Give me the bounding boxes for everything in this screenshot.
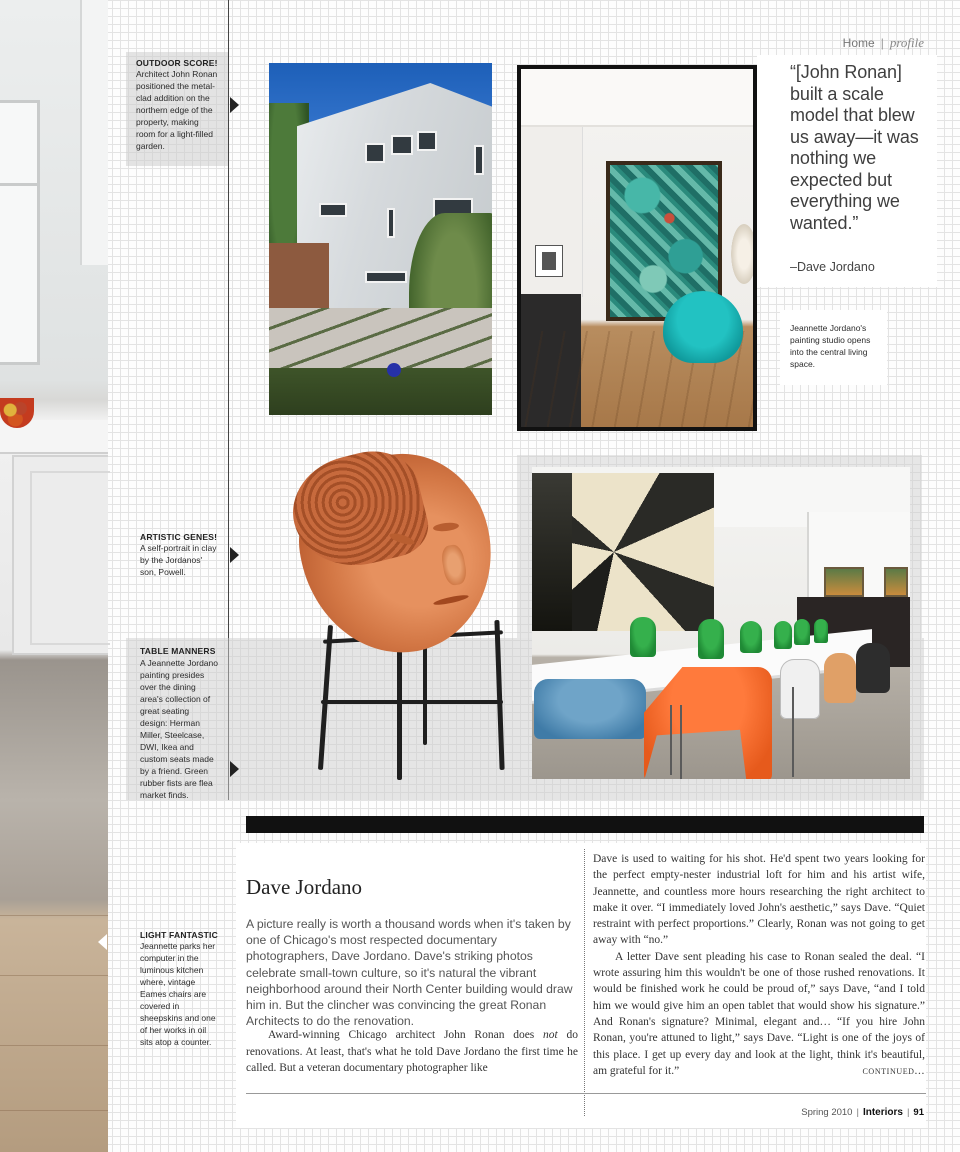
floor-seam xyxy=(0,915,108,916)
article-paragraph: Dave is used to waiting for his shot. He'd spent two years looking for the perfect empty-nester industrial loft for him and his artist wife, Jeannette, and countless more hours researching the right architect to make it over. “I immediately loved John's aesthetic,” says Dave. “Quiet restraint with perfect proportions.” Clearly, Ronan was not going to get away with “no.” xyxy=(593,853,925,947)
continued-link[interactable]: continued... xyxy=(862,1064,925,1077)
caption-text: Jeannette parks her computer in the luminous kitchen where, vintage Eames chairs are covered in sheepskins and one of her works in oil sits atop a counter. xyxy=(140,941,216,1047)
green-fist-sculpture xyxy=(698,619,724,659)
teal-lounge-chair xyxy=(663,291,743,363)
issue-date: Spring 2010 xyxy=(801,1107,853,1118)
header-separator: | xyxy=(880,36,884,50)
caption-title: OUTDOOR SCORE! xyxy=(136,58,218,68)
white-shell-chair xyxy=(780,659,820,719)
blue-eames-chair xyxy=(534,679,646,739)
caption-outdoor xyxy=(126,52,228,166)
page-footer xyxy=(801,1107,924,1118)
page-number: 91 xyxy=(913,1107,924,1118)
building-window xyxy=(387,208,395,238)
stand-leg xyxy=(494,620,504,770)
green-fist-sculpture xyxy=(814,619,828,643)
caption-text: Jeannette Jordano's painting studio opens into the central living space. xyxy=(790,323,871,369)
article-title: Dave Jordano xyxy=(246,875,363,899)
green-fist-sculpture xyxy=(794,619,810,645)
table-leg xyxy=(792,687,794,777)
wood-chair xyxy=(824,653,856,703)
page-header xyxy=(843,35,924,51)
caption-table xyxy=(130,645,228,801)
pull-quote: “[John Ronan] built a scale model that blew us away—it was nothing we expected but everything we wanted.” xyxy=(790,62,919,233)
stand-crossbar xyxy=(321,700,503,704)
floor-seam xyxy=(0,1110,108,1111)
plant xyxy=(729,219,757,289)
ceiling xyxy=(521,69,753,127)
pointer-arrow-icon xyxy=(230,761,239,777)
building-window xyxy=(474,145,484,175)
green-fist-sculpture xyxy=(740,621,762,653)
article-column-left xyxy=(246,1027,578,1077)
caption-light xyxy=(130,930,228,1048)
emphasis-text: not xyxy=(543,1029,558,1041)
green-fist-sculpture xyxy=(774,621,792,649)
studio-photo xyxy=(517,65,757,431)
magazine-name: Interiors xyxy=(862,1107,903,1118)
pointer-arrow-icon xyxy=(98,934,107,950)
floor-seam xyxy=(0,975,108,976)
home-link[interactable]: Home xyxy=(842,36,875,50)
caption-studio xyxy=(780,310,887,385)
section-label: profile xyxy=(889,35,924,50)
kitchen-island xyxy=(12,455,108,655)
caption-body: A Jeannette Jordano painting presides over the dining area's collection of great seating design: Herman Miller, Steelcase, DWI, Ikea and custom seats made by a friend. Green rubber fists are flea market finds. xyxy=(140,658,218,800)
clay-self-portrait xyxy=(293,455,515,785)
blue-garden-orb xyxy=(387,363,401,377)
chair-leg xyxy=(670,705,672,775)
green-fist-sculpture xyxy=(630,617,656,657)
pointer-arrow-icon xyxy=(230,97,239,113)
framed-print xyxy=(535,245,563,277)
quote-attribution: –Dave Jordano xyxy=(790,260,875,274)
kitchen-cabinet xyxy=(80,0,108,265)
article-paragraph xyxy=(246,1027,578,1077)
caption-artistic xyxy=(130,532,228,578)
stand-leg xyxy=(397,645,402,780)
caption-text: Architect John Ronan positioned the metal-clad addition on the northern edge of the property, making room for a light-filled garden. xyxy=(136,69,218,151)
floor-seam xyxy=(0,1045,108,1046)
building-window xyxy=(365,143,385,163)
building-window xyxy=(365,271,407,283)
caption-title: LIGHT FANTASTIC xyxy=(140,930,218,940)
stand-leg xyxy=(318,625,333,770)
black-office-chair xyxy=(856,643,890,693)
dining-photo xyxy=(532,467,910,779)
caption-text xyxy=(140,645,218,801)
small-artwork xyxy=(824,567,864,597)
section-divider-bar xyxy=(246,816,924,833)
building-window xyxy=(391,135,413,155)
caption-text: A self-portrait in clay by the Jordanos' son, Powell. xyxy=(140,543,217,577)
garden-pavers xyxy=(269,308,492,415)
caption-title: TABLE MANNERS xyxy=(140,646,216,656)
paragraph-text: Award-winning Chicago architect John Ronan does xyxy=(268,1029,544,1041)
paragraph-text: do renovations. At least, that's what he told Dave Jordano the first time he called. But a veteran documentary photographer like xyxy=(246,1029,579,1074)
article-paragraph xyxy=(593,949,925,1079)
exterior-photo xyxy=(269,63,492,415)
brick-wall xyxy=(269,243,329,313)
black-white-painting xyxy=(532,473,714,631)
table-leg xyxy=(680,705,682,779)
footer-separator: | xyxy=(906,1107,910,1118)
footer-separator: | xyxy=(856,1107,859,1118)
kitchen-window xyxy=(0,100,40,365)
building-window xyxy=(417,131,437,151)
pointer-arrow-icon xyxy=(230,547,239,563)
building-window xyxy=(319,203,347,217)
column-divider xyxy=(584,849,585,1116)
kitchen-photo xyxy=(0,0,108,1152)
paragraph-text: A letter Dave sent pleading his case to Ronan sealed the deal. “I wrote assuring him this wouldn't be one of those rushed renovations. It would be finished work he could be proud of,” says Dave, “and I told him we would give him an open tablet that would show his signature.” And Ronan's signature? Minimal, elegant and… “If you hire John Ronan, you're attuned to light,” says Dave. “Light is one of the joys of this place. I get up every day and look at the light, think it's beautiful, am grateful for it.” xyxy=(593,950,925,1077)
article-lede: A picture really is worth a thousand words when it's taken by one of Chicago's most respected documentary photographers, Dave Jordano. Dave's striking photos celebrate small-town culture, so it's natural the vibrant neighborhood around their North Center building would draw him in. But the clincher was convincing the great Ronan Architects to do the renovation. xyxy=(246,917,573,1029)
footer-rule xyxy=(246,1093,926,1094)
caption-title: ARTISTIC GENES! xyxy=(140,532,218,542)
article-column-right xyxy=(593,851,925,1079)
small-artwork xyxy=(884,567,908,597)
